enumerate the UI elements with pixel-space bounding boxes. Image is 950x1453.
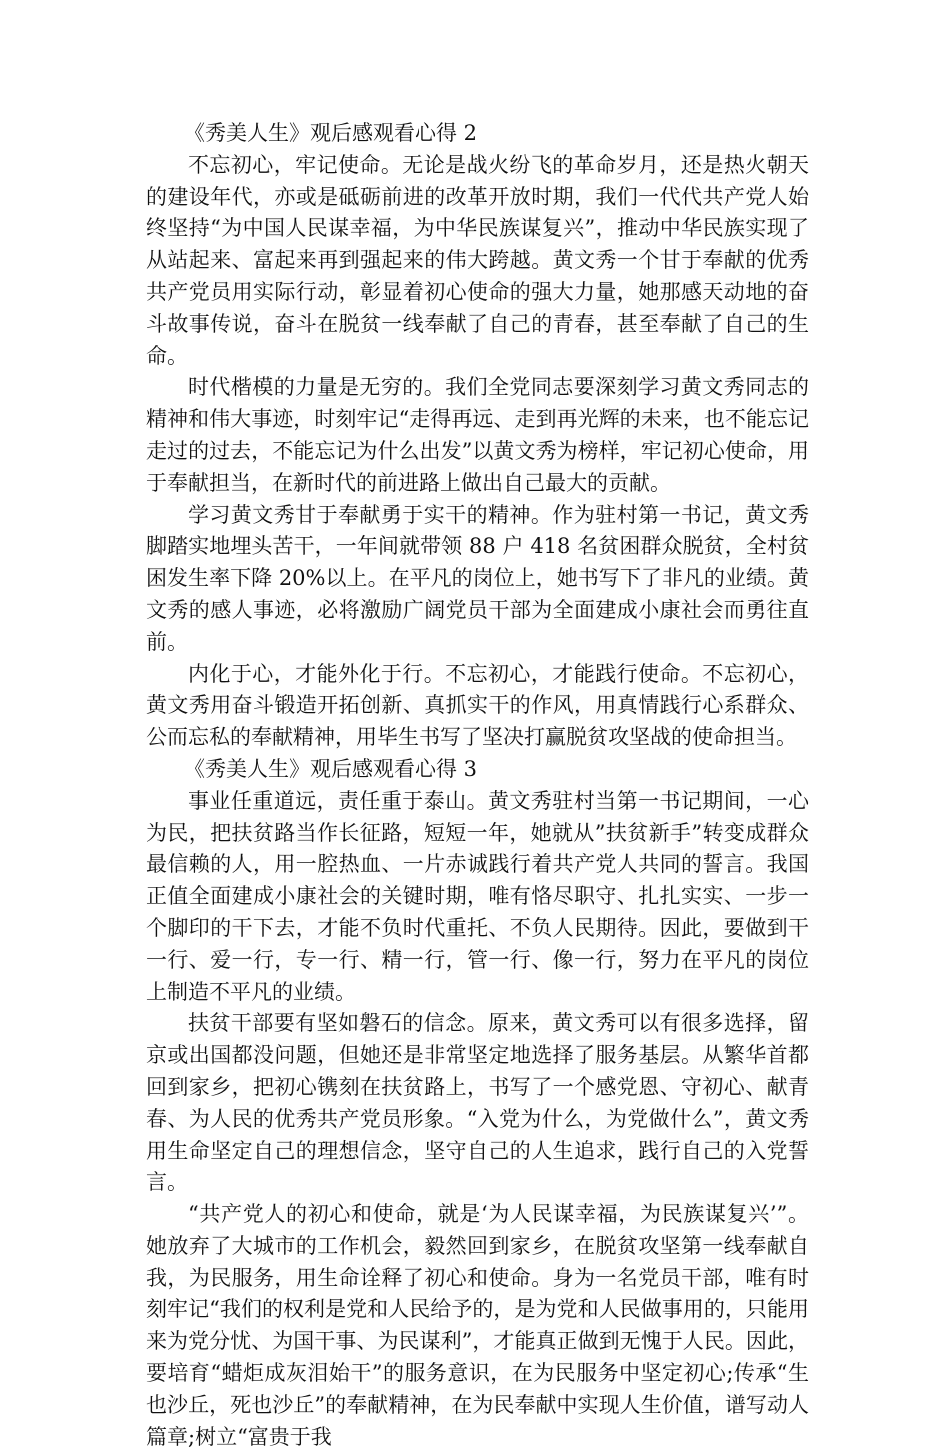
section-title: 《秀美人生》观后感观看心得 3 [184,756,478,781]
paragraph: 扶贫干部要有坚如磐石的信念。原来，黄文秀可以有很多选择，留京或出国都没问题，但她还是非常坚定地选择了服务基层。从繁华首都回到家乡，把初心镌刻在扶贫路上，书写了一个感党恩、守初心、献青春、为人民的优秀共产党员形象。“入党为什么，为党做什么”，黄文秀用生命坚定自己的理想信念，坚守自己的人生追求，践行自己的入党誓言。 [146,1011,809,1195]
document-page [146,118,809,1453]
paragraph: 事业任重道远，责任重于泰山。黄文秀驻村当第一书记期间，一心为民，把扶贫路当作长征路，短短一年，她就从”扶贫新手”转变成群众最信赖的人，用一腔热血、一片赤诚践行着共产党人共同的誓言。我国正值全面建成小康社会的关键时期，唯有恪尽职守、扎扎实实、一步一个脚印的干下去，才能不负时代重托、不负人民期待。因此，要做到干一行、爱一行，专一行、精一行，管一行、像一行，努力在平凡的岗位上制造不平凡的业绩。 [146,788,809,1004]
paragraph: 学习黄文秀甘于奉献勇于实干的精神。作为驻村第一书记，黄文秀脚踏实地埋头苦干，一年间就带领 88 户 418 名贫困群众脱贫，全村贫困发生率下降 20%以上。在平凡的岗位上，她书写下了非凡的业绩。黄文秀的感人事迹，必将激励广阔党员干部为全面建成小康社会而勇往直前。 [146,502,809,654]
paragraph: “共产党人的初心和使命，就是‘为人民谋幸福，为民族谋复兴’”。她放弃了大城市的工作机会，毅然回到家乡，在脱贫攻坚第一线奉献自我，为民服务，用生命诠释了初心和使命。身为一名党员干部，唯有时刻牢记“我们的权利是党和人民给予的，是为党和人民做事用的，只能用来为党分忧、为国干事、为民谋利”，才能真正做到无愧于人民。因此，要培育“蜡炬成灰泪始干”的服务意识，在为民服务中坚定初心;传承“生也沙丘，死也沙丘”的奉献精神，在为民奉献中实现人生价值，谱写动人篇章;树立“富贵于我 [146,1202,809,1449]
section-title: 《秀美人生》观后感观看心得 2 [184,121,478,145]
paragraph: 时代楷模的力量是无穷的。我们全党同志要深刻学习黄文秀同志的精神和伟大事迹，时刻牢记“走得再远、走到再光辉的未来，也不能忘记走过的过去，不能忘记为什么出发”以黄文秀为榜样，牢记初心使命，用于奉献担当，在新时代的前进路上做出自己最大的贡献。 [146,375,809,495]
paragraph: 内化于心，才能外化于行。不忘初心，才能践行使命。不忘初心，黄文秀用奋斗锻造开拓创新、真抓实干的作风，用真情践行心系群众、公而忘私的奉献精神，用毕生书写了坚决打赢脱贫攻坚战的使命担当。 [146,661,809,750]
paragraph: 不忘初心，牢记使命。无论是战火纷飞的革命岁月，还是热火朝天的建设年代，亦或是砥砺前进的改革开放时期，我们一代代共产党人始终坚持“为中国人民谋幸福，为中华民族谋复兴”，推动中华民族实现了从站起来、富起来再到强起来的伟大跨越。黄文秀一个甘于奉献的优秀共产党员用实际行动，彰显着初心使命的强大力量，她那感天动地的奋斗故事传说，奋斗在脱贫一线奉献了自己的青春，甚至奉献了自己的生命。 [146,152,809,368]
